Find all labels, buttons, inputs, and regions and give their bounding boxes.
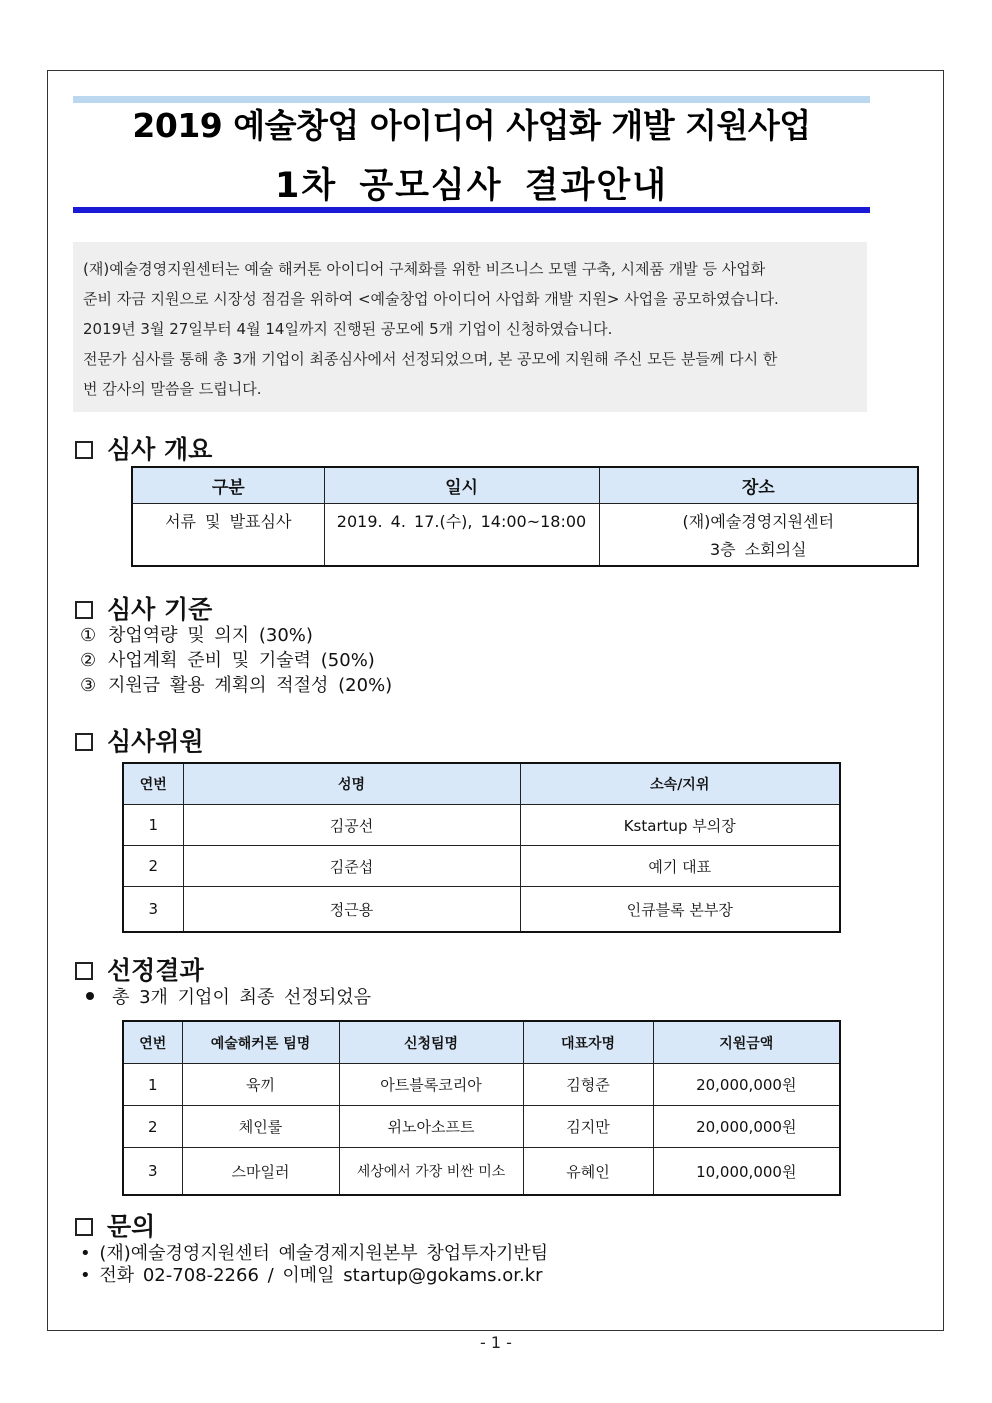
intro-line: 준비 자금 지원으로 시장성 점검을 위하여 <예술창업 아이디어 사업화 개발 지원> 사업을 공모하였습니다.	[83, 290, 779, 308]
cell-hackathon-team: 육끼	[182, 1064, 339, 1106]
criteria-item	[80, 649, 375, 673]
criteria-mark: ②	[80, 650, 97, 671]
cell-name: 김공선	[183, 805, 520, 846]
intro-line: (재)예술경영지원센터는 예술 해커톤 아이디어 구체화를 위한 비즈니스 모델 구축, 시제품 개발 등 사업화	[83, 260, 766, 278]
criteria-item	[80, 674, 392, 698]
criteria-text: 창업역량 및 의지 (30%)	[108, 625, 313, 646]
section-criteria-heading	[73, 595, 212, 625]
table-row	[123, 1148, 840, 1196]
checkbox-icon	[75, 441, 93, 459]
judges-table	[122, 762, 841, 933]
criteria-text: 지원금 활용 계획의 적절성 (20%)	[108, 675, 393, 696]
cell-affiliation: 인큐블록 본부장	[520, 887, 840, 933]
criteria-mark: ①	[80, 625, 97, 646]
contact-line: • 전화 02-708-2266 / 이메일 startup@gokams.or.kr	[80, 1265, 543, 1286]
table-row	[123, 887, 840, 933]
results-summary	[80, 986, 371, 1010]
section-results-heading	[73, 956, 204, 986]
header-cell: 지원금액	[653, 1021, 840, 1064]
cell-no: 2	[123, 1106, 182, 1148]
cell-no: 1	[123, 1064, 182, 1106]
intro-line: 번 감사의 말씀을 드립니다.	[83, 380, 262, 398]
section-title: 선정결과	[107, 956, 204, 985]
cell-no: 3	[123, 1148, 182, 1196]
cell-no: 1	[123, 805, 183, 846]
header-cell: 일시	[324, 467, 599, 504]
section-contact-heading	[73, 1212, 155, 1242]
cell-representative: 김형준	[523, 1064, 653, 1106]
header-cell: 대표자명	[523, 1021, 653, 1064]
header-cell: 신청팀명	[339, 1021, 523, 1064]
section-judges-heading	[73, 727, 204, 757]
cell-representative: 김지만	[523, 1106, 653, 1148]
header-cell: 구분	[132, 467, 324, 504]
bullet-icon	[86, 992, 94, 1000]
header-cell: 장소	[599, 467, 918, 504]
title-line-1: 2019 예술창업 아이디어 사업화 개발 지원사업	[132, 106, 811, 145]
overview-place	[599, 504, 918, 567]
cell-applicant-team: 세상에서 가장 비싼 미소	[339, 1148, 523, 1196]
cell-representative: 유혜인	[523, 1148, 653, 1196]
checkbox-icon	[75, 962, 93, 980]
cell-applicant-team: 아트블록코리아	[339, 1064, 523, 1106]
cell-hackathon-team: 스마일러	[182, 1148, 339, 1196]
table-header-row	[123, 763, 840, 805]
section-title: 심사 개요	[107, 435, 213, 464]
section-overview-heading	[73, 435, 212, 465]
criteria-text: 사업계획 준비 및 기술력 (50%)	[108, 650, 375, 671]
overview-type: 서류 및 발표심사	[132, 504, 324, 567]
cell-hackathon-team: 체인룰	[182, 1106, 339, 1148]
header-cell: 연번	[123, 763, 183, 805]
contact-line: • (재)예술경영지원센터 예술경제지원본부 창업투자기반팀	[80, 1243, 549, 1264]
intro-line: 전문가 심사를 통해 총 3개 기업이 최종심사에서 선정되었으며, 본 공모에 지원해 주신 모든 분들께 다시 한	[83, 350, 778, 368]
header-cell: 소속/지위	[520, 763, 840, 805]
criteria-mark: ③	[80, 675, 97, 696]
cell-name: 김준섭	[183, 846, 520, 887]
cell-amount: 20,000,000원	[653, 1064, 840, 1106]
cell-name: 정근용	[183, 887, 520, 933]
table-row	[123, 846, 840, 887]
cell-no: 3	[123, 887, 183, 933]
cell-affiliation: Kstartup 부의장	[520, 805, 840, 846]
cell-amount: 10,000,000원	[653, 1148, 840, 1196]
checkbox-icon	[75, 733, 93, 751]
results-table	[122, 1020, 841, 1196]
table-row	[123, 1064, 840, 1106]
header-cell: 성명	[183, 763, 520, 805]
cell-applicant-team: 위노아소프트	[339, 1106, 523, 1148]
checkbox-icon	[75, 1218, 93, 1236]
table-row	[132, 504, 918, 567]
intro-line: 2019년 3월 27일부터 4월 14일까지 진행된 공모에 5개 기업이 신청하였습니다.	[83, 320, 613, 338]
cell-amount: 20,000,000원	[653, 1106, 840, 1148]
page-number: - 1 -	[480, 1333, 512, 1352]
cell-affiliation: 예기 대표	[520, 846, 840, 887]
section-title: 심사 기준	[107, 595, 213, 624]
intro-box	[73, 242, 867, 412]
checkbox-icon	[75, 601, 93, 619]
table-header-row	[132, 467, 918, 504]
header-cell: 연번	[123, 1021, 182, 1064]
results-summary-text: 총 3개 기업이 최종 선정되었음	[112, 987, 371, 1008]
table-row	[123, 1106, 840, 1148]
criteria-item	[80, 624, 313, 648]
overview-place-line2: 3층 소회의실	[709, 540, 807, 559]
table-header-row	[123, 1021, 840, 1064]
title-line-2: 1차 공모심사 결과안내	[274, 166, 668, 206]
section-title: 심사위원	[107, 727, 204, 756]
section-title: 문의	[107, 1212, 156, 1241]
overview-place-line1: (재)예술경영지원센터	[682, 512, 835, 531]
title-bottom-bar	[73, 207, 870, 213]
header-cell: 예술해커톤 팀명	[182, 1021, 339, 1064]
title-top-bar	[73, 96, 870, 103]
overview-table	[131, 466, 919, 567]
cell-no: 2	[123, 846, 183, 887]
table-row	[123, 805, 840, 846]
overview-datetime: 2019. 4. 17.(수), 14:00~18:00	[324, 504, 599, 567]
